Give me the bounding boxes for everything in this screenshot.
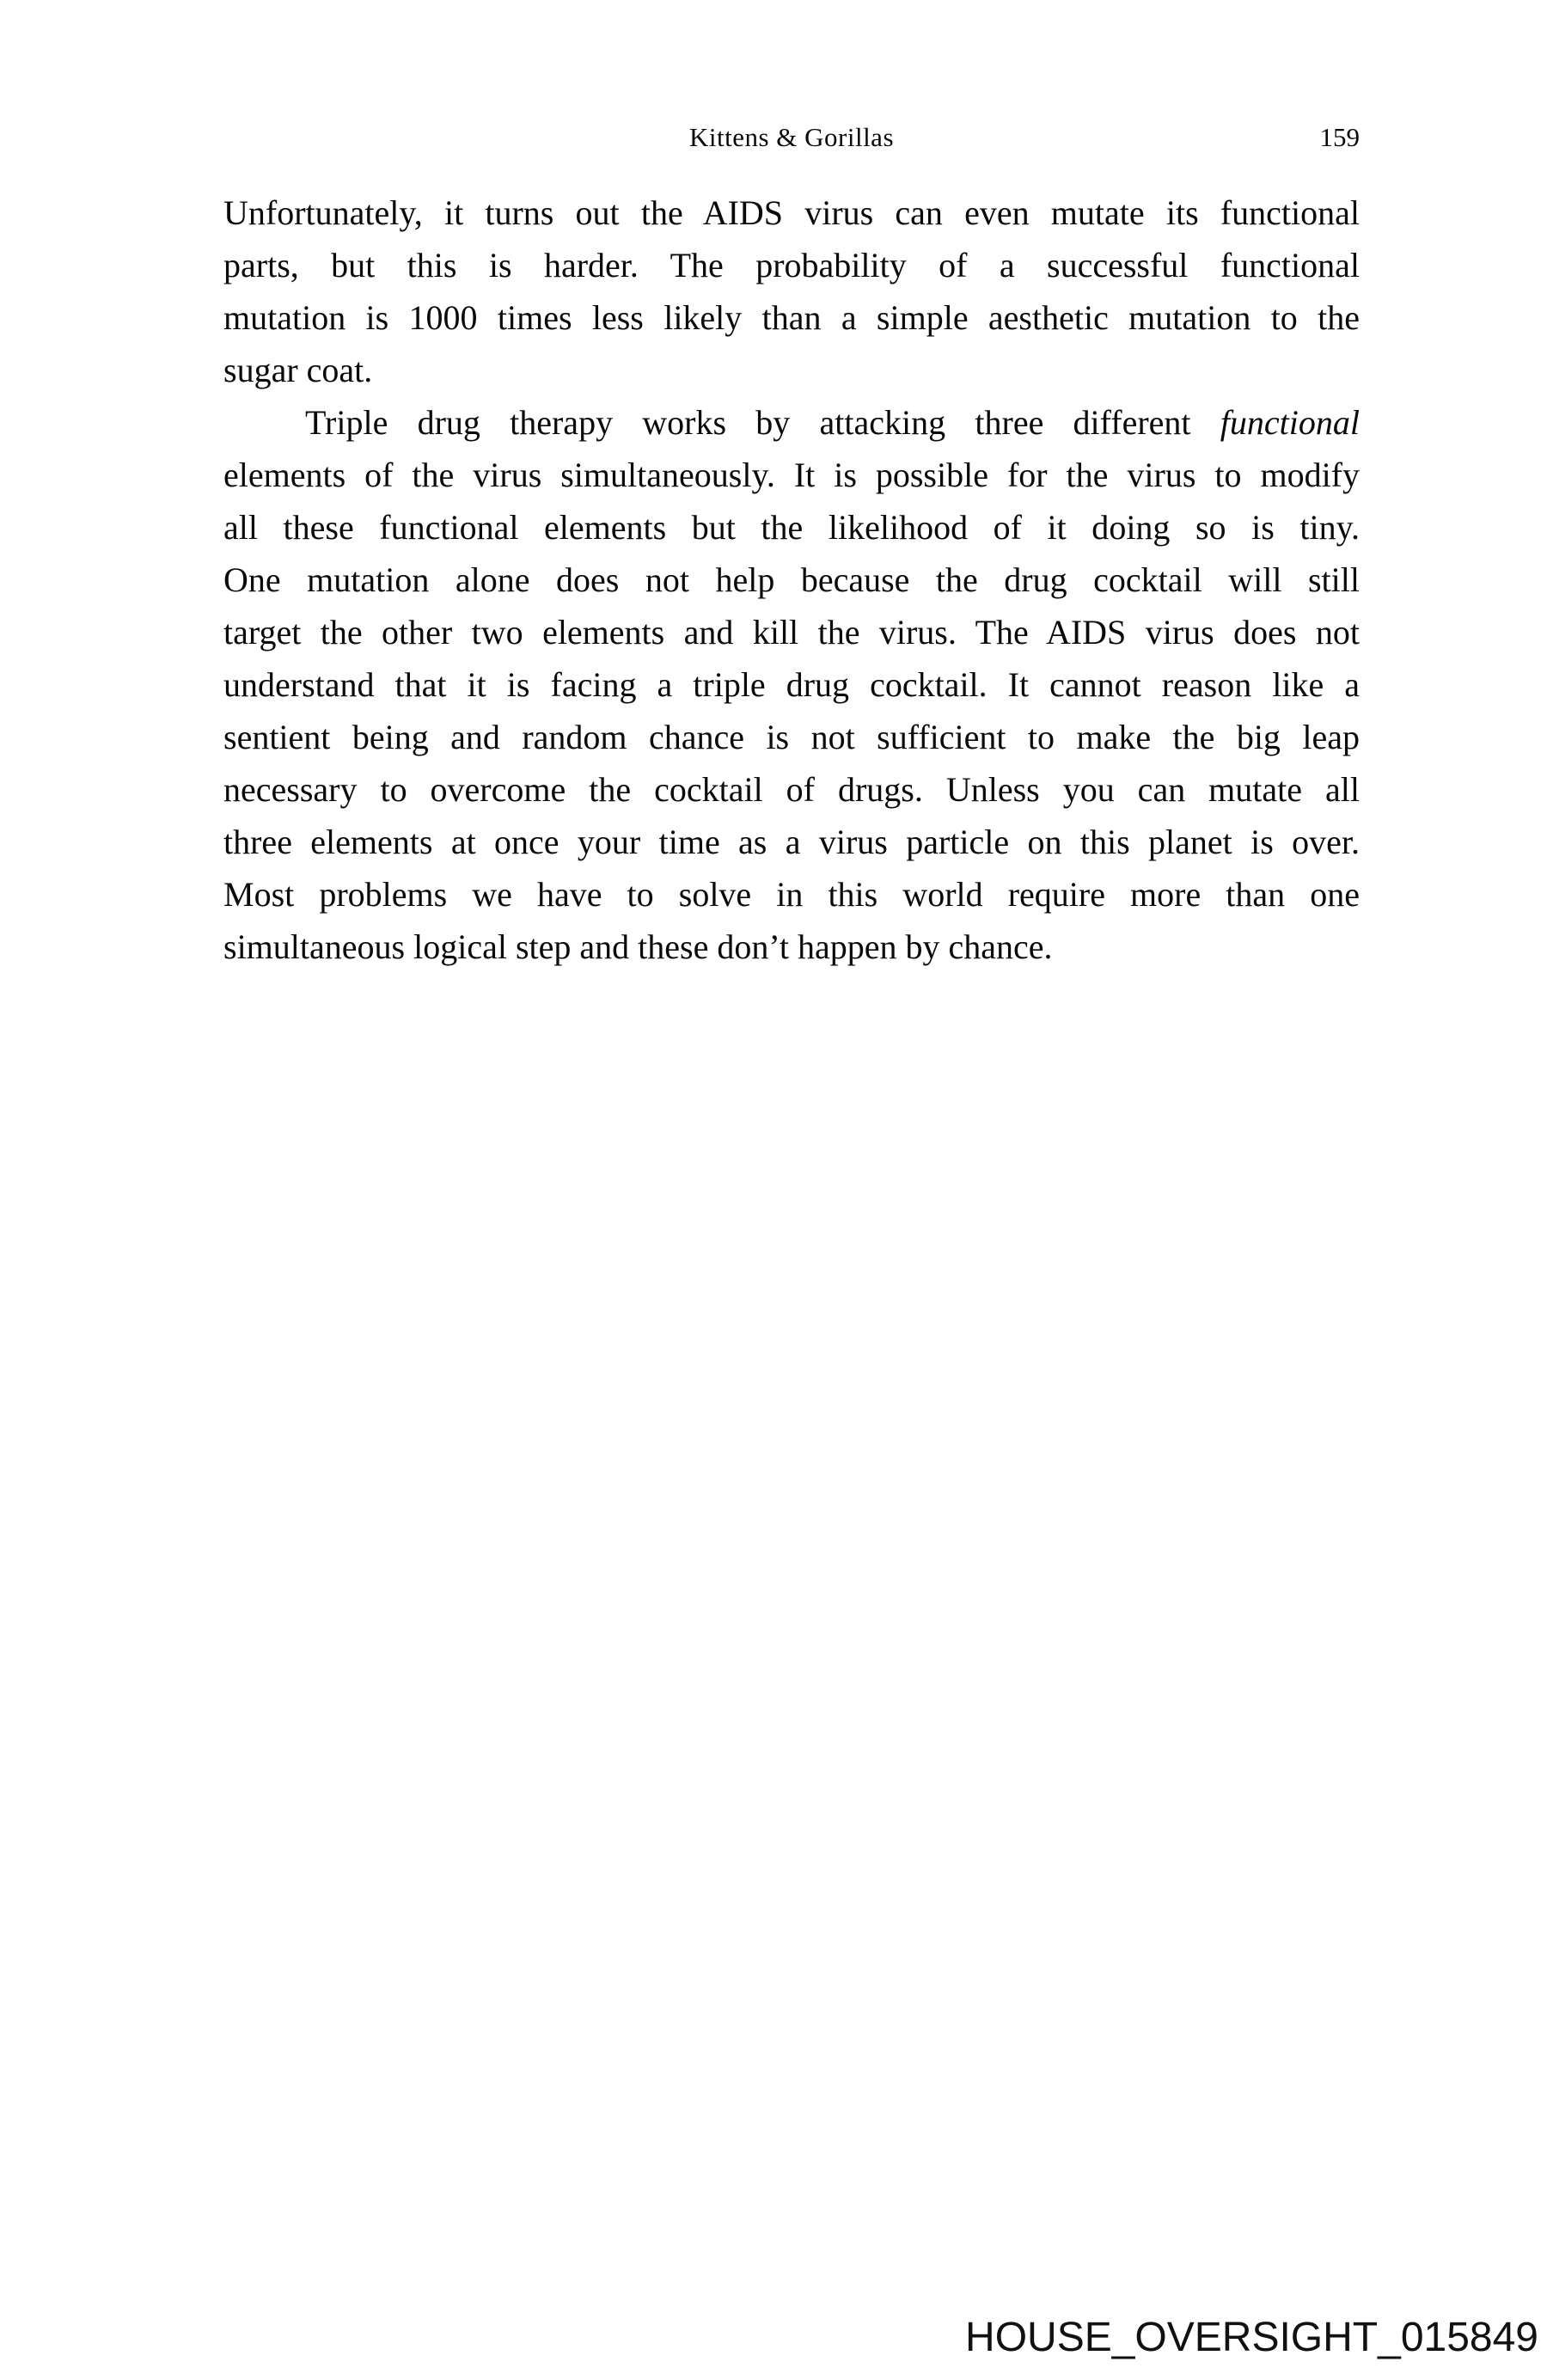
watermark-bates-number: HOUSE_OVERSIGHT_015849 [965, 2315, 1538, 2360]
text-line: sugar coat. [223, 351, 373, 389]
text-line: Most problems we have to solve in this world require more than one [223, 875, 1360, 914]
body-text-block [223, 187, 1360, 973]
page-header [223, 124, 1360, 158]
running-title: Kittens & Gorillas [688, 122, 895, 152]
text-line: mutation is 1000 times less likely than a simple aesthetic mutation to the [223, 298, 1360, 337]
text-line [223, 396, 1360, 449]
text-line: three elements at once your time as a virus particle on this planet is over. [223, 823, 1360, 861]
page-number: 159 [1319, 122, 1360, 152]
text-line: necessary to overcome the cocktail of drugs. Unless you can mutate all [223, 770, 1360, 809]
text-line: all these functional elements but the likelihood of it doing so is tiny. [223, 508, 1360, 547]
text-line: simultaneous logical step and these don’t happen by chance. [223, 927, 1053, 966]
text-line: One mutation alone does not help because the drug cocktail will still [223, 560, 1360, 599]
text-line: sentient being and random chance is not sufficient to make the big leap [223, 718, 1360, 756]
italic-word: functional [1220, 403, 1360, 442]
text-line: target the other two elements and kill the virus. The AIDS virus does not [223, 613, 1360, 652]
text-line: Unfortunately, it turns out the AIDS virus can even mutate its functional [223, 193, 1360, 232]
text-line: parts, but this is harder. The probability of a successful functional [223, 246, 1360, 284]
text-line: understand that it is facing a triple drug cocktail. It cannot reason like a [223, 665, 1360, 704]
paragraph-text: Triple drug therapy works by attacking three different [305, 403, 1220, 442]
text-line: elements of the virus simultaneously. It is possible for the virus to modify [223, 456, 1360, 494]
